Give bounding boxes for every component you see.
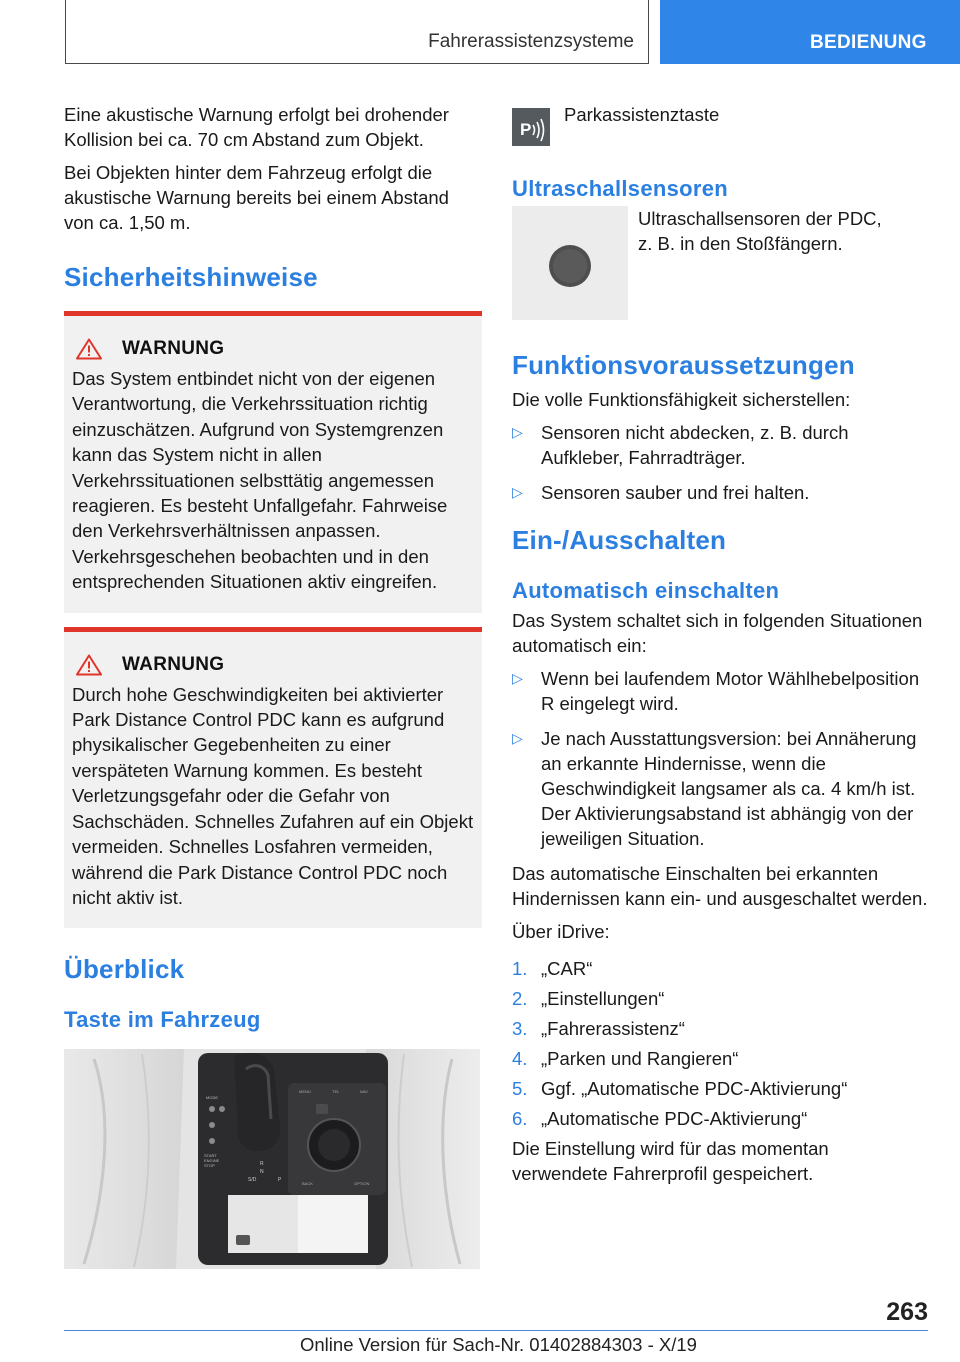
console-label-nav: NAV — [360, 1089, 368, 1095]
running-header — [65, 0, 649, 64]
console-label-option: OPTION — [354, 1181, 370, 1187]
intro-paragraph-2: Bei Objekten hinter dem Fahrzeug erfolgt die akustische Warnung bereits bei einem Abstand von ca. 1,50 m. — [64, 162, 449, 233]
auto-heading: Automatisch einschalten — [512, 578, 780, 603]
gear-label-r: R — [260, 1161, 264, 1168]
console-label-tel: TEL — [332, 1089, 340, 1095]
idrive-label: Über iDrive: — [512, 921, 610, 942]
gear-label-n: N — [260, 1169, 264, 1176]
gear-label-p: P — [278, 1177, 282, 1184]
list-item: ▷ Sensoren sauber und frei halten. — [512, 482, 810, 503]
list-item: 5. Ggf. „Automatische PDC-Aktivierung“ — [512, 1078, 848, 1099]
onoff-heading: Ein-/Ausschalten — [512, 525, 727, 555]
park-assist-icon — [512, 108, 550, 146]
warning-box-2 — [64, 627, 482, 929]
right-column — [512, 102, 928, 1194]
center-console-image — [64, 1049, 480, 1269]
footer-divider — [64, 1330, 928, 1331]
overview-heading: Überblick — [64, 954, 185, 985]
triangle-bullet-icon: ▷ — [512, 424, 523, 440]
ultrasonic-sensor-image — [512, 206, 628, 320]
warning-header — [76, 654, 474, 676]
triangle-bullet-icon: ▷ — [512, 670, 523, 686]
list-item: ▷ Je nach Ausstattungsversion: bei Annäherung an erkannte Hindernisse, wenn die Geschwindigkeit langsamer als ca. 4 km/h ist. Der Aktivierungsabstand ist abhängig von der jeweiligen Situation. — [512, 728, 917, 849]
safety-heading: Sicherheitshinweise — [64, 262, 318, 292]
list-item: 2. „Einstellungen“ — [512, 988, 665, 1009]
list-item: 4. „Parken und Rangieren“ — [512, 1048, 739, 1069]
intro-paragraph-1: Eine akustische Warnung erfolgt bei drohender Kollision bei ca. 70 cm Abstand zum Objekt. — [64, 104, 449, 150]
warning-text: Durch hohe Geschwindigkeiten bei aktivierter Park Distance Control PDC kann es aufgrund physikalischer Gegebenheiten zu einer verspäteten Warnung kommen. Es besteht Verletzungsgefahr oder die Gefahr von Sachschäden. Schnelles Zufahren auf ein Objekt vermeiden. Schnelles Losfahren vermeiden, während die Park Distance Control PDC noch nicht aktiv ist. — [72, 683, 474, 908]
auto-intro: Das System schaltet sich in folgenden Situationen automatisch ein: — [512, 610, 923, 656]
list-item: ▷ Wenn bei laufendem Motor Wählhebelposition R eingelegt wird. — [512, 668, 920, 714]
list-item: 1. „CAR“ — [512, 958, 593, 979]
auto-list — [512, 666, 928, 851]
left-column — [64, 102, 482, 1269]
list-item: ▷ Sensoren nicht abdecken, z. B. durch Aufkleber, Fahrradträger. — [512, 422, 849, 468]
park-assist-button-icon — [236, 1235, 250, 1245]
list-item: 3. „Fahrerassistenz“ — [512, 1018, 685, 1039]
button-heading: Taste im Fahrzeug — [64, 1007, 261, 1033]
warning-box-1 — [64, 311, 482, 613]
idrive-steps — [512, 956, 928, 1131]
sensors-heading: Ultraschallsensoren — [512, 176, 729, 201]
triangle-bullet-icon: ▷ — [512, 730, 523, 746]
sensors-row — [512, 206, 928, 320]
triangle-bullet-icon: ▷ — [512, 484, 523, 500]
requirements-intro: Die volle Funktionsfähigkeit sicherstellen: — [512, 389, 851, 410]
auto-note: Das automatische Einschalten bei erkannten Hindernissen kann ein- und ausgeschaltet werden. — [512, 863, 928, 909]
chapter-tab — [660, 0, 960, 64]
closing-text: Die Einstellung wird für das momentan verwendete Fahrerprofil gespeichert. — [512, 1138, 829, 1184]
svg-text:P: P — [520, 120, 532, 139]
warning-title: WARNUNG — [122, 338, 225, 359]
header-chapter-title: BEDIENUNG — [810, 32, 927, 53]
page-number: 263 — [886, 1298, 928, 1326]
gear-label-sd: S/D — [248, 1177, 257, 1184]
requirements-list — [512, 420, 928, 505]
console-label-back: BACK — [302, 1181, 313, 1187]
warning-text: Das System entbindet nicht von der eigenen Verantwortung, die Verkehrssituation richtig einzuschätzen. Aufgrund von Systemgrenzen kann das System nicht in allen Verkehrssituationen selbsttätig angemessen reagieren. Es besteht Unfallgefahr. Fahrweise den Verkehrsverhältnissen anpassen. Verkehrsgeschehen beobachten und in den entsprechenden Situationen aktiv eingreifen. — [72, 368, 448, 593]
console-label-stop: STOP — [204, 1163, 215, 1169]
list-item: 6. „Automatische PDC-Aktivierung“ — [512, 1108, 808, 1129]
park-assist-row — [512, 102, 928, 146]
console-label-start: START — [204, 1153, 217, 1159]
footer-version-text: Online Version für Sach-Nr. 01402884303 - X/19 — [300, 1334, 697, 1355]
console-label-engine: ENGINE — [204, 1158, 220, 1164]
console-label-menu: MENU — [299, 1089, 311, 1095]
warning-triangle-icon — [76, 338, 102, 360]
park-assist-button-label: Parkassistenztaste — [564, 104, 720, 125]
warning-triangle-icon — [76, 654, 102, 676]
requirements-heading: Funktionsvoraussetzungen — [512, 350, 855, 380]
warning-header — [76, 338, 474, 360]
warning-title: WARNUNG — [122, 653, 225, 675]
header-section-title: Fahrerassistenzsysteme — [428, 31, 634, 52]
console-label-mode: MODE — [206, 1095, 218, 1101]
sensors-text: Ultraschallsensoren der PDC, z. B. in den Stoßfängern. — [638, 208, 882, 254]
